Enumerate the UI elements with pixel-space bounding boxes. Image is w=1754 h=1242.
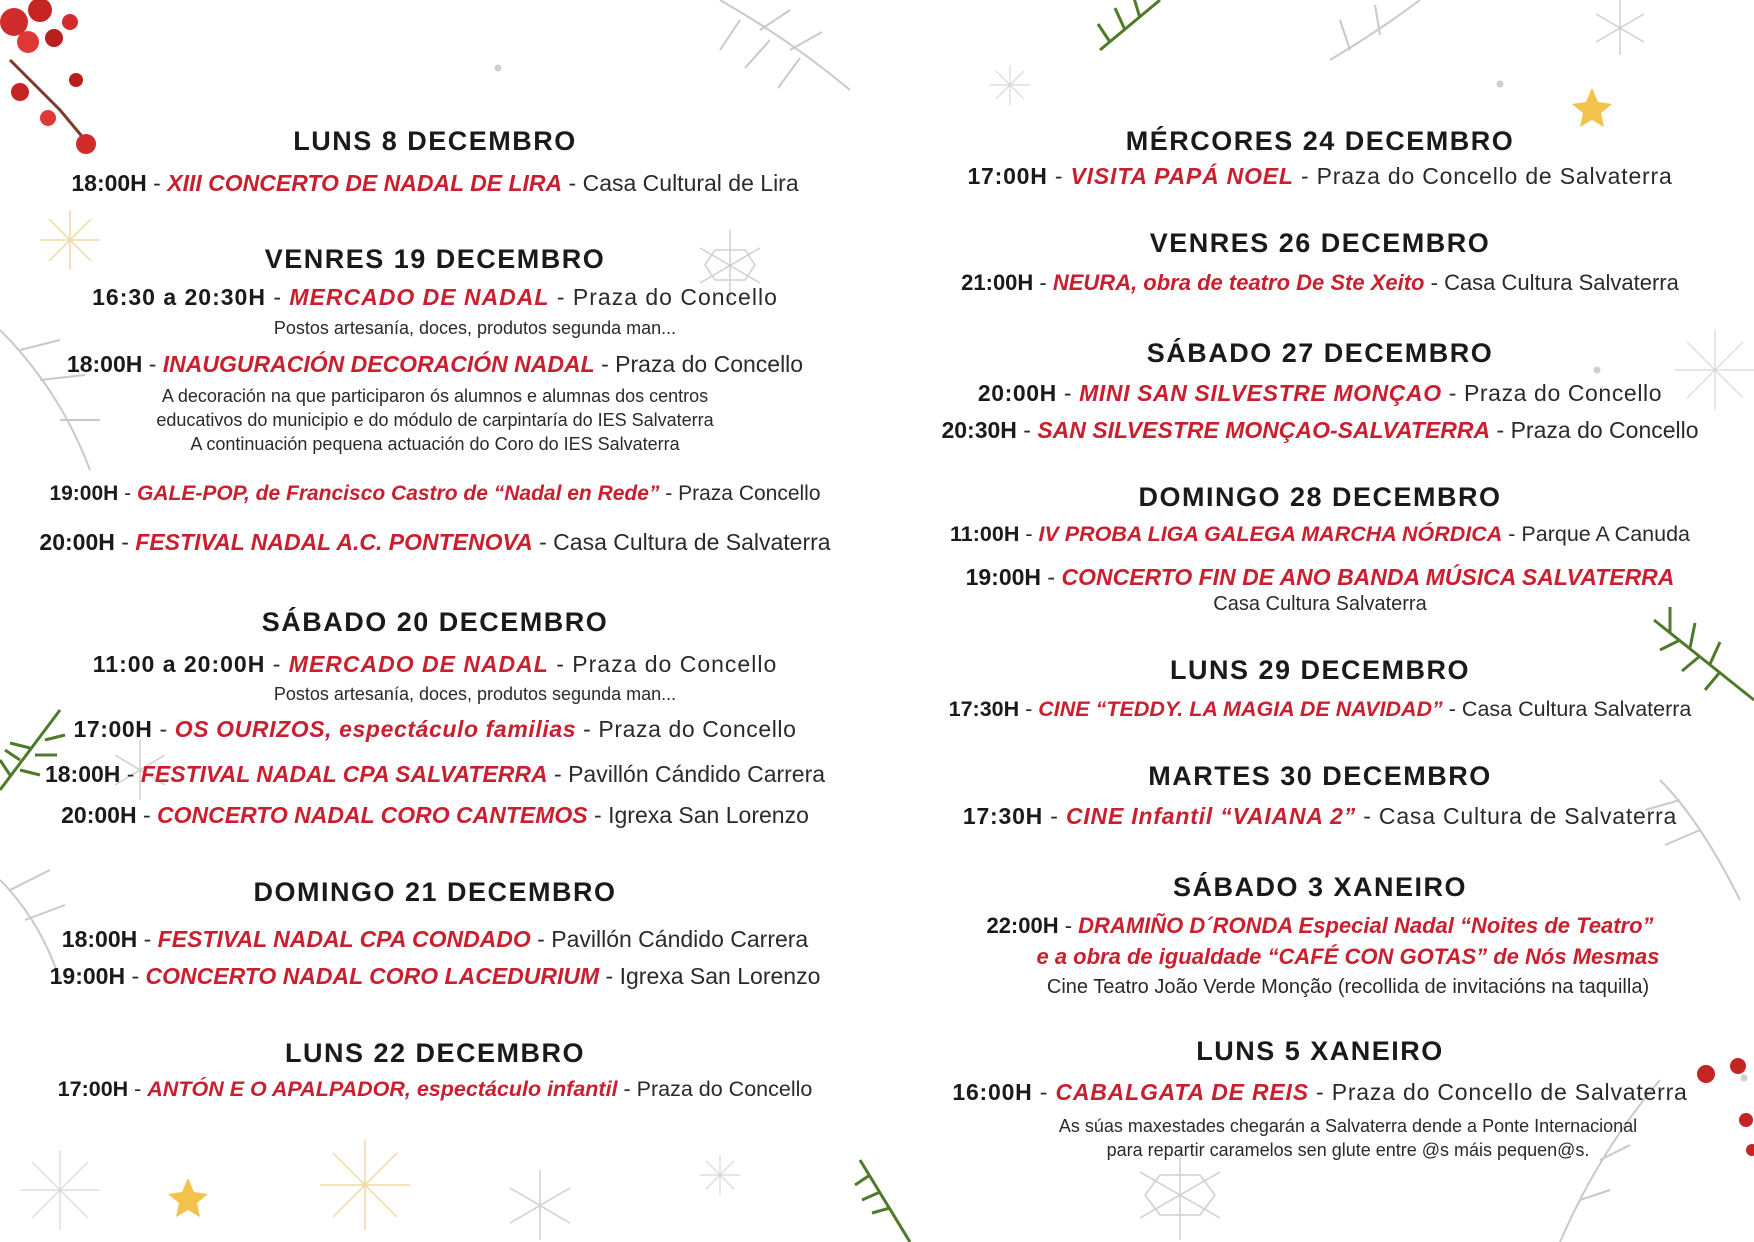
- event-row: 19:00H - GALE-POP, de Francisco Castro de “Nadal en Rede” - Praza Concello: [49, 482, 821, 505]
- day-heading: SÁBADO 20 DECEMBRO: [261, 607, 609, 637]
- event-row: 17:00H - VISITA PAPÁ NOEL - Praza do Concello de Salvaterra: [967, 163, 1673, 189]
- event-row: 18:00H - FESTIVAL NADAL CPA CONDADO - Pavillón Cándido Carrera: [61, 926, 809, 952]
- event-row: 17:30H - CINE Infantil “VAIANA 2” - Casa Cultura de Salvaterra: [962, 803, 1678, 829]
- event-row: 22:00H - DRAMIÑO D´RONDA Especial Nadal “Noites de Teatro”: [986, 913, 1654, 938]
- event-note: A decoración na que participaron ós alumnos e alumnas dos centros: [161, 386, 709, 406]
- event-row: e a obra de igualdade “CAFÉ CON GOTAS” de Nós Mesmas: [1036, 944, 1660, 969]
- event-note: A continuación pequena actuación do Coro do IES Salvaterra: [190, 434, 680, 454]
- event-row: 18:00H - INAUGURACIÓN DECORACIÓN NADAL - Praza do Concello: [66, 351, 804, 377]
- event-row: 19:00H - CONCERTO NADAL CORO LACEDURIUM - Igrexa San Lorenzo: [49, 963, 821, 989]
- event-note: educativos do municipio e do módulo de carpintaría do IES Salvaterra: [156, 410, 714, 430]
- day-heading: VENRES 19 DECEMBRO: [264, 244, 606, 274]
- event-row: 20:00H - CONCERTO NADAL CORO CANTEMOS - Igrexa San Lorenzo: [61, 802, 809, 828]
- event-row: 11:00H - IV PROBA LIGA GALEGA MARCHA NÓRDICA - Parque A Canuda: [950, 522, 1690, 546]
- day-heading: SÁBADO 27 DECEMBRO: [1146, 338, 1494, 368]
- day-heading: LUNS 5 XANEIRO: [1196, 1036, 1444, 1066]
- event-note: Casa Cultura Salvaterra: [1213, 593, 1427, 615]
- day-heading: LUNS 29 DECEMBRO: [1169, 655, 1471, 685]
- event-row: 20:00H - FESTIVAL NADAL A.C. PONTENOVA - Casa Cultura de Salvaterra: [39, 529, 831, 555]
- event-row: 11:00 a 20:00H - MERCADO DE NADAL - Praza do Concello: [92, 651, 778, 677]
- day-heading: DOMINGO 28 DECEMBRO: [1138, 482, 1502, 512]
- day-heading: MARTES 30 DECEMBRO: [1148, 761, 1492, 791]
- event-row: 20:00H - MINI SAN SILVESTRE MONÇAO - Praza do Concello: [977, 380, 1663, 406]
- event-row: 17:30H - CINE “TEDDY. LA MAGIA DE NAVIDAD” - Casa Cultura Salvaterra: [948, 697, 1692, 721]
- event-row: 19:00H - CONCERTO FIN DE ANO BANDA MÚSICA SALVATERRA: [965, 564, 1675, 590]
- event-row: 21:00H - NEURA, obra de teatro De Ste Xeito - Casa Cultura Salvaterra: [961, 270, 1679, 295]
- day-heading: LUNS 8 DECEMBRO: [293, 126, 577, 156]
- event-row: 20:30H - SAN SILVESTRE MONÇAO-SALVATERRA - Praza do Concello: [941, 417, 1699, 443]
- event-row: 18:00H - XIII CONCERTO DE NADAL DE LIRA - Casa Cultural de Lira: [71, 170, 799, 196]
- event-note: Cine Teatro João Verde Monção (recollida de invitacións na taquilla): [1046, 976, 1650, 998]
- event-row: 16:00H - CABALGATA DE REIS - Praza do Concello de Salvaterra: [952, 1079, 1688, 1105]
- event-row: 17:00H - ANTÓN E O APALPADOR, espectáculo infantil - Praza do Concello: [57, 1077, 813, 1101]
- event-row: 17:00H - OS OURIZOS, espectáculo familias - Praza do Concello: [73, 716, 797, 742]
- event-row: 16:30 a 20:30H - MERCADO DE NADAL - Praza do Concello: [92, 284, 778, 310]
- event-note: As súas maxestades chegarán a Salvaterra dende a Ponte Internacional: [1058, 1116, 1638, 1136]
- day-heading: MÉRCORES 24 DECEMBRO: [1125, 126, 1515, 156]
- event-row: 18:00H - FESTIVAL NADAL CPA SALVATERRA - Pavillón Cándido Carrera: [44, 761, 826, 787]
- event-note: Postos artesanía, doces, produtos segunda man...: [273, 684, 677, 704]
- day-heading: LUNS 22 DECEMBRO: [284, 1038, 586, 1068]
- event-note: Postos artesanía, doces, produtos segunda man...: [273, 318, 677, 338]
- day-heading: DOMINGO 21 DECEMBRO: [253, 877, 617, 907]
- day-heading: SÁBADO 3 XANEIRO: [1172, 872, 1468, 902]
- event-note: para repartir caramelos sen glute entre @s máis pequen@s.: [1106, 1140, 1590, 1160]
- day-heading: VENRES 26 DECEMBRO: [1149, 228, 1491, 258]
